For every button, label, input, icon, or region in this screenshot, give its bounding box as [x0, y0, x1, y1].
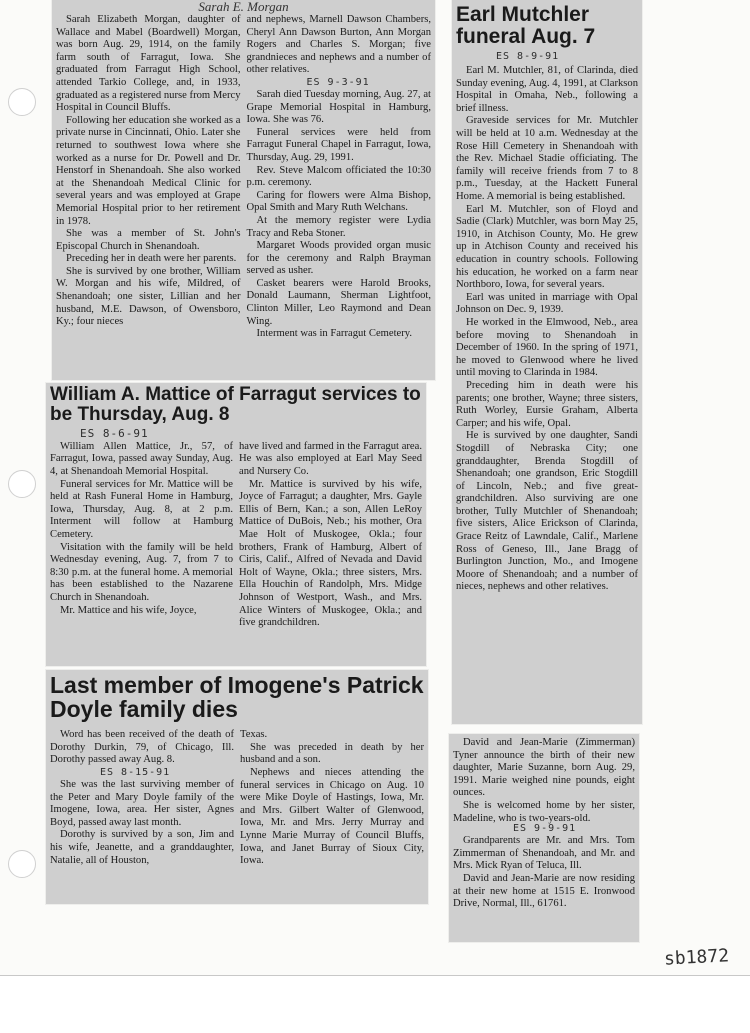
paragraph: Visitation with the family will be held Wednesday evening, Aug. 7, from 7 to 8:30 p.m. at the funeral home. A memorial has been established to the Nazarene Church in Shenandoah. — [50, 541, 233, 603]
paragraph: She is welcomed home by her sister, Madeline, who is two-years-old. — [453, 799, 635, 824]
paragraph: He worked in the Elmwood, Neb., area before moving to Shenandoah in December of 1960. In the spring of 1971, he moved to Glenwood where he lived until moving to Clarinda in 1984. — [456, 316, 638, 379]
paragraph: Interment was in Farragut Cemetery. — [256, 328, 413, 340]
mutchler-headline: Earl Mutchler funeral Aug. 7 — [456, 3, 596, 49]
paragraph: Dorothy is survived by a son, Jim and his wife, Jeanette, and a granddaughter, Natalie, all of Houston, — [50, 829, 234, 866]
paragraph: Graveside services for Mr. Mutchler will be held at 10 a.m. Wednesday at the Rose Hill Cemetery in Shenandoah with the Rev. Michael Stadie officiating. The family will receive friends from 7 to 8 p.m., Tuesday, at the Hackett Funeral Home. A memorial is being established. — [456, 115, 638, 203]
paragraph: Grandparents are Mr. and Mrs. Tom Zimmerman of Shenandoah, and Mr. and Mrs. Mick Ryan of Teluca, Ill. — [453, 835, 635, 872]
morgan-byline: Sarah E. Morgan — [198, 0, 289, 14]
handwritten-date-stamp: ES 9-9-91 — [513, 823, 577, 835]
paragraph: Sarah Elizabeth Morgan, daughter of Wallace and Mabel (Boardwell) Morgan, was born Aug. 29, 1914, on the family farm south of Farragut, Iowa. She graduated from Farragut High School, attended Tarkio College, and, in 1933, graduated as a registered nurse from Mercy Hospital in Council Bluffs. — [56, 14, 241, 114]
paragraph: Word has been received of the death of Dorothy Durkin, 79, of Chicago, Ill. Dorothy passed away Aug. 8. — [50, 729, 234, 766]
paragraph: She is survived by one brother, William W. Morgan and his wife, Mildred, of Shenandoah; one sister, Lillian and her husband, M.E. Dawson, of Owensboro, Ky.; four nieces — [56, 265, 241, 328]
paragraph: William Allen Mattice, Jr., 57, of Farragut, Iowa, passed away Sunday, Aug. 4, at Shenandoah Memorial Hospital. — [50, 440, 233, 478]
paragraph: David and Jean-Marie (Zimmerman) Tyner announce the birth of their new daughter, Marie Suzanne, born Aug. 29, 1991. Marie weighed nine pounds, eight ounces. — [453, 737, 635, 799]
mutchler-obituary-clipping — [452, 0, 642, 724]
paragraph: David and Jean-Marie are now residing at their new home at 1515 E. Ironwood Drive, Normal, Ill., 61761. — [453, 872, 635, 910]
mattice-column-2 — [239, 441, 422, 630]
paragraph: Texas. — [240, 729, 268, 741]
paragraph: Funeral services for Mr. Mattice will be held at Rash Funeral Home in Hamburg, Iowa, Thursday, Aug. 8, at 2 p.m. Interment will follow at Hamburg Cemetery. — [50, 478, 233, 541]
paragraph: She was the last surviving member of the Peter and Mary Doyle family of the Imogene, Iowa, area. Her sister, Agnes Boyd, passed away last month. — [50, 779, 234, 828]
doyle-column-1 — [50, 729, 234, 868]
paragraph: She was preceded in death by her husband and a son. — [240, 741, 424, 766]
doyle-headline: Last member of Imogene's Patrick Doyle family dies — [50, 672, 424, 723]
paragraph: Following her education she worked as a private nurse in Cincinnati, Ohio. Later she returned to southwest Iowa where she worked as a nurse for Dr. Powell and Dr. Henstorf in Shenandoah. She also worked at the Shenandoah Medical Clinic for several years and was employed at Grape Memorial Hospital prior to her retirement in 1978. — [56, 114, 241, 227]
handwritten-date-stamp: ES 8-6-91 — [80, 426, 149, 440]
paragraph: Preceding her in death were her parents. — [66, 253, 237, 265]
morgan-column-1 — [56, 14, 241, 341]
paragraph: Casket bearers were Harold Brooks, Donald Laumann, Sherman Lightfoot, Clinton Miller, Leo Raymond and Dean Wing. — [246, 277, 431, 327]
paragraph: Rev. Steve Malcom officiated the 10:30 p.m. ceremony. — [246, 164, 431, 189]
paragraph: Mr. Mattice and his wife, Joyce, — [60, 604, 197, 616]
handwritten-date-stamp: ES 9-3-91 — [306, 76, 370, 88]
doyle-column-2 — [240, 729, 424, 868]
binder-hole — [8, 470, 36, 498]
paragraph: have lived and farmed in the Farragut area. He was also employed at Earl May Seed and Nursery Co. — [239, 440, 422, 478]
paragraph: Margaret Woods provided organ music for the ceremony and Ralph Brayman served as usher. — [246, 240, 431, 277]
morgan-obituary-clipping — [52, 0, 435, 380]
paragraph: Earl M. Mutchler, son of Floyd and Sadie (Clark) Mutchler, was born May 25, 1910, in Atchison County, Mo. He grew up in Atchison County and received his education in country schools. Following his education, he worked on a farm near Northboro, Iowa, for several years. — [456, 203, 638, 291]
paragraph: Sarah died Tuesday morning, Aug. 27, at Grape Memorial Hospital in Hamburg, Iowa. She was 76. — [246, 88, 431, 126]
binder-hole — [8, 850, 36, 878]
handwritten-page-mark: sb1872 — [663, 945, 730, 970]
paragraph: Earl was united in marriage with Opal Johnson on Dec. 9, 1939. — [456, 291, 638, 316]
paragraph: Mr. Mattice is survived by his wife, Joyce of Farragut; a daughter, Mrs. Gayle Ellis of Bern, Kan.; a son, Allen LeRoy Mattice of DuBois, Neb.; his mother, Ora Mae Holt of Muskogee, Okla.; four brothers, Frank of Hamburg, Albert of Ciris, Calif., Alfred of Nevada and David Holt of Wayne, Okla.; three sisters, Mrs. Ella Houchin of Randolph, Mrs. Midge Johnson of Westport, Wash., and Mrs. Alice Winters of Muskogee, Okla.; and five grandchildren. — [239, 478, 422, 629]
morgan-column-2 — [247, 14, 432, 341]
mattice-obituary-clipping — [46, 383, 426, 666]
handwritten-date-stamp: ES 8-9-91 — [496, 51, 560, 63]
paragraph: and nephews, Marnell Dawson Chambers, Cheryl Ann Dawson Burton, Ann Morgan Rogers and Charles S. Morgan; five grandnieces and nephews and a number of other relatives. — [246, 14, 431, 76]
mattice-headline: William A. Mattice of Farragut services to be Thursday, Aug. 8 — [50, 384, 421, 425]
binder-hole — [8, 88, 36, 116]
paragraph: Nephews and nieces attending the funeral services in Chicago on Aug. 10 were Mike Doyle of Hastings, Iowa, Mr. and Mrs. Gilbert Walter of Glenwood, Iowa, Mr. and Mrs. Jerry Murray and Lynne Marie Murray of Council Bluffs, Iowa, and Janet Burray of Sioux City, Iowa. — [240, 767, 424, 867]
paragraph: Caring for flowers were Alma Bishop, Opal Smith and Mary Ruth Welchans. — [246, 189, 431, 214]
paragraph: Preceding him in death were his parents; one brother, Wayne; three sisters, Ruth Worley, Eursie Graham, Alberta Carper; and his wife, Opal. — [456, 379, 638, 429]
handwritten-date-stamp: ES 8-15-91 — [100, 767, 171, 779]
paragraph: Earl M. Mutchler, 81, of Clarinda, died Sunday evening, Aug. 4, 1991, at Clarkson Hospital in Omaha, Neb., following a brief illness. — [456, 65, 638, 114]
paragraph: At the memory register were Lydia Tracy and Reba Stoner. — [246, 214, 431, 239]
paragraph: She was a member of St. John's Episcopal Church in Shenandoah. — [56, 228, 241, 252]
doyle-obituary-clipping — [46, 670, 428, 904]
tyner-birth-announcement-clipping — [449, 734, 639, 942]
paragraph: Funeral services were held from Farragut Funeral Chapel in Farragut, Iowa, Thursday, Aug. 29, 1991. — [246, 126, 431, 163]
paragraph: He is survived by one daughter, Sandi Stogdill of Nebraska City; one granddaughter, Brenda Stogdill of Shenandoah; one grandson, Eric Stogdill of Lincoln, Neb.; and five great-grandchildren. Also surviving are one brother, Tully Mutchler of Shenandoah; five sisters, Alice Erickson of Clarinda, Grace Reitz of Lawndale, Calif., Marlene Ross of Geneso, Ill., Jane Bragg of Burlington Junction, Mo., and Imogene Moore of Shenandoah; and a number of nieces, nephews and other relatives. — [456, 430, 638, 593]
mattice-column-1 — [50, 441, 233, 630]
